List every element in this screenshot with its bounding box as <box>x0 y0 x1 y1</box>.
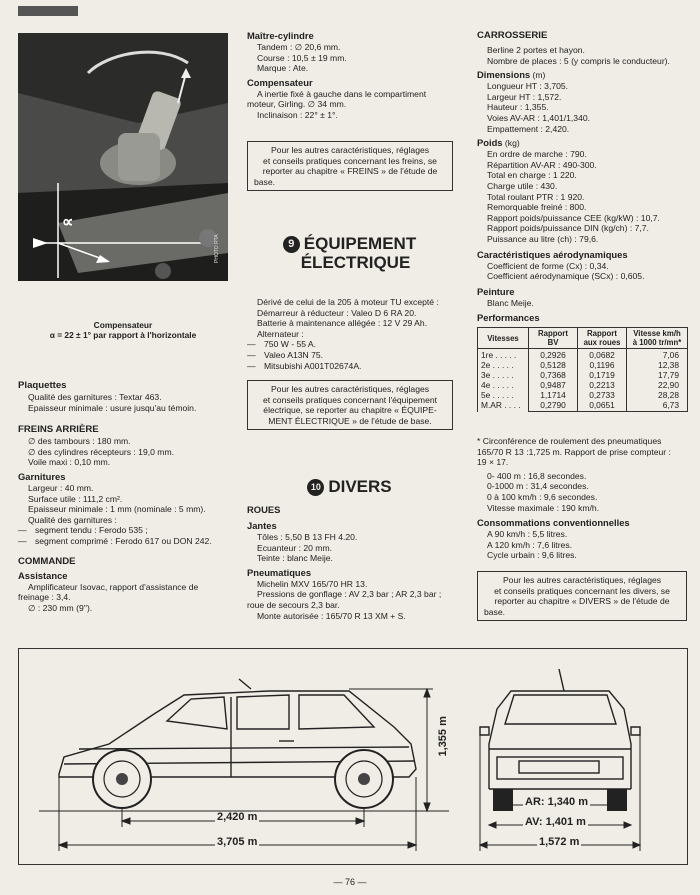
poids-line: En ordre de marche : 790. <box>487 149 587 160</box>
cell-text: 4e . . . . . <box>481 380 514 391</box>
commande-title: COMMANDE <box>18 555 76 567</box>
note-line: Pour les autres caractéristiques, réglages <box>270 145 430 155</box>
accel-line: 0-1000 m : 31,4 secondes. <box>487 481 589 492</box>
elec-dash-line: — Valeo A13N 75. <box>247 349 324 360</box>
maitre-cylindre-title: Maître-cylindre <box>247 30 314 41</box>
assistance-title: Assistance <box>18 569 68 581</box>
compensateur-title: Compensateur <box>247 76 313 88</box>
elec-line: Alternateur : <box>257 328 304 339</box>
note-line: reporter au chapitre « DIVERS » de l'étude de <box>494 596 670 607</box>
elec-line: Batterie à maintenance allégée : 12 V 29 Ah. <box>257 318 428 329</box>
column-1 <box>18 380 238 613</box>
poids-title: Poids <box>477 137 503 149</box>
poids-line: Remorquable freiné : 800. <box>487 202 587 213</box>
dimensions-unit: (m) <box>532 70 546 81</box>
elec-line: Démarreur à réducteur : Valeo D 6 RA 20. <box>257 307 417 318</box>
garnitures-dash-text: segment tendu : Ferodo 535 ; <box>34 525 148 536</box>
aero-line: Coefficient aérodynamique (SCx) : 0,605. <box>487 271 645 282</box>
conso-line: Cycle urbain : 9,6 litres. <box>487 550 577 561</box>
page-number: — 76 — <box>333 877 367 887</box>
cell-text: 7,06 <box>662 350 679 360</box>
pneu-line: Michelin MXV 165/70 HR 13. <box>257 578 368 589</box>
dimensions-line: Voies AV-AR : 1,401/1,340. <box>487 112 591 123</box>
carrosserie-line: Nombre de places : 5 (y compris le conducteur). <box>487 55 670 66</box>
compensator-photo-illustration <box>18 33 228 281</box>
rear-track-label: AR: 1,340 m <box>525 796 588 808</box>
dimensions-title: Dimensions <box>477 69 531 81</box>
jantes-line: Ecuanteur : 20 mm. <box>257 542 332 553</box>
roues-title: ROUES <box>247 504 281 515</box>
cell-text: 0,1719 <box>589 370 615 380</box>
pneu-line: roue de secours 2,3 bar. <box>247 599 340 610</box>
electrique-block <box>247 297 462 371</box>
table-row <box>478 349 688 412</box>
section-10-heading <box>247 477 452 496</box>
table-cell <box>578 349 627 412</box>
note-line: électrique, se reporter au chapitre « ÉQUIPE- <box>263 405 437 416</box>
note-line: et conseils pratiques concernant les divers, se <box>494 585 670 596</box>
note-line: Pour les autres caractéristiques, réglages <box>270 384 430 394</box>
photo-credit: PHOTO RTA <box>214 234 220 263</box>
peinture-title: Peinture <box>477 285 515 297</box>
cell-text: 0,7368 <box>540 370 566 380</box>
roues-block <box>247 504 462 621</box>
poids-line: Puissance au litre (ch) : 79,6. <box>487 233 599 244</box>
conso-line: A 120 km/h : 7,6 litres. <box>487 539 573 550</box>
note-text: * Circonférence de roulement des pneumatiques <box>477 436 662 446</box>
conso-title: Consommations conventionnelles <box>477 517 630 529</box>
cell-text: 0,1196 <box>589 360 615 370</box>
poids-line: Répartition AV-AR : 490-300. <box>487 159 597 170</box>
caption-text: α = 22 ± 1° par rapport à l'horizontale <box>49 330 197 340</box>
performances-title: Performances <box>477 312 540 324</box>
conso-line: A 90 km/h : 5,5 litres. <box>487 529 568 540</box>
cell-text: 0,2733 <box>589 390 615 400</box>
header-strip <box>0 0 700 22</box>
cell-text: 0,2926 <box>540 350 566 360</box>
accel-line: 0- 400 m : 16,8 secondes. <box>487 470 587 481</box>
cell-text: 0,0651 <box>589 400 615 410</box>
garnitures-line: Epaisseur minimale : 1 mm (nominale : 5 mm). <box>28 504 206 515</box>
poids-line: Total roulant PTR : 1 920. <box>487 191 585 202</box>
cell-text: 0,0682 <box>589 350 615 360</box>
poids-line: Charge utile : 430. <box>487 180 558 191</box>
table-header-row <box>478 328 688 349</box>
freins-arriere-title: FREINS ARRIÈRE <box>18 424 99 436</box>
section-9-heading <box>247 234 452 272</box>
poids-line: Rapport poids/puissance DIN (kg/ch) : 7,7. <box>487 223 649 234</box>
garnitures-title: Garnitures <box>18 470 66 482</box>
dimensions-line: Hauteur : 1,355. <box>487 102 549 113</box>
jantes-line: Tôles : 5,50 B 13 FH 4.20. <box>257 532 358 542</box>
note-line: base. <box>484 606 506 617</box>
elec-dash-line: — 750 W - 55 A. <box>247 339 317 350</box>
cell-text: 17,79 <box>658 370 679 380</box>
garnitures-dash-text: segment comprimé : Ferodo 617 ou DON 242. <box>34 535 212 546</box>
poids-heading <box>477 137 689 149</box>
garnitures-dash-line: — segment tendu : Ferodo 535 ; <box>18 525 148 536</box>
carrosserie-line: Berline 2 portes et hayon. <box>487 45 585 55</box>
accel-line: Vitesse maximale : 190 km/h. <box>487 502 600 513</box>
cell-text: 1,1714 <box>540 390 566 400</box>
performances-table <box>477 327 688 412</box>
plaquettes-line: Qualité des garnitures : Textar 463. <box>28 392 162 402</box>
cell-text: M.AR . . . . <box>481 400 521 411</box>
cell-text: 0,5128 <box>540 360 566 370</box>
note-box-electrique <box>247 380 453 430</box>
length-label: 3,705 m <box>217 836 258 848</box>
note-line: reporter au chapitre « FREINS » de l'étude de <box>262 166 438 177</box>
alpha-label: ∝ <box>62 214 74 231</box>
poids-line: Rapport poids/puissance CEE (kg/kW) : 10,7. <box>487 212 660 223</box>
jantes-title: Jantes <box>247 520 277 531</box>
table-header: Vitesses <box>478 328 529 349</box>
elec-dash-text: Valeo A13N 75. <box>263 349 324 360</box>
table-header: Vitesse km/h à 1000 tr/mn* <box>627 328 688 349</box>
jantes-line: Teinte : blanc Meije. <box>257 553 333 564</box>
table-header: Rapport aux roues <box>578 328 627 349</box>
table-cell <box>627 349 688 412</box>
note-box-divers <box>477 571 687 621</box>
cell-text: 28,28 <box>658 390 679 400</box>
garnitures-line: Qualité des garnitures : <box>28 514 117 525</box>
photo-caption <box>18 320 228 340</box>
note-box-freins <box>247 141 453 191</box>
section-title: ÉLECTRIQUE <box>300 253 411 273</box>
compensateur-line: Inclinaison : 22° ± 1°. <box>257 109 338 120</box>
freins-arriere-line: Voile maxi : 0,10 mm. <box>28 457 111 468</box>
garnitures-line: Surface utile : 111,2 cm². <box>28 493 123 504</box>
dimensions-line: Empattement : 2,420. <box>487 123 570 134</box>
compensateur-line: moteur, Girling. ∅ 34 mm. <box>247 99 347 110</box>
note-line: base. <box>254 176 276 187</box>
section-number-badge: 9 <box>283 236 300 253</box>
note-text: 165/70 R 13 :1,725 m. Rapport de prise compteur : <box>477 446 671 457</box>
table-header: Rapport BV <box>529 328 578 349</box>
cell-text: 12,38 <box>658 360 679 370</box>
dimensions-line: Longueur HT : 3,705. <box>487 81 569 92</box>
cell-text: 6,73 <box>662 400 679 410</box>
height-label: 1,355 m <box>436 716 449 757</box>
header-logo-bar <box>18 6 78 16</box>
plaquettes-title: Plaquettes <box>18 380 67 391</box>
width-label: 1,572 m <box>539 836 580 848</box>
compensator-photo <box>18 33 228 281</box>
note-text: 19 × 17. <box>477 457 509 468</box>
elec-dash-text: Mitsubishi A001T02674A. <box>263 360 362 371</box>
pneu-line: Pressions de gonflage : AV 2,3 bar ; AR 2,3 bar ; <box>257 589 442 600</box>
accel-line: 0 à 100 km/h : 9,6 secondes. <box>487 491 598 502</box>
freins-arriere-line: ∅ des cylindres récepteurs : 19,0 mm. <box>28 446 174 457</box>
section-title: ÉQUIPEMENT <box>303 234 417 253</box>
table-cell <box>478 349 529 412</box>
cell-text: 0,2790 <box>540 400 566 410</box>
maitre-line: Marque : Ate. <box>257 63 309 74</box>
column-3 <box>477 30 689 324</box>
commande-line: ∅ : 230 mm (9''). <box>28 602 93 613</box>
wheelbase-label: 2,420 m <box>217 811 258 823</box>
section-title: DIVERS <box>328 477 392 496</box>
front-view-car <box>480 669 640 789</box>
note-line: et conseils pratiques concernant les freins, se <box>263 155 437 166</box>
note-line: et conseils pratiques concernant l'équipement <box>262 394 438 405</box>
cell-text: 0,9487 <box>540 380 566 390</box>
cell-text: 0,2213 <box>589 380 615 390</box>
plaquettes-line: Epaisseur minimale : usure jusqu'au témoin. <box>28 402 197 413</box>
cell-text: 1re . . . . . <box>481 350 517 361</box>
pneu-line: Monte autorisée : 165/70 R 13 XM + S. <box>257 610 406 621</box>
compensateur-line: A inertie fixé à gauche dans le compartiment <box>257 88 427 99</box>
column-2 <box>247 30 462 121</box>
front-track-label: AV: 1,401 m <box>525 816 586 828</box>
cell-text: 3e . . . . . <box>481 370 514 381</box>
garnitures-dash-line: — segment comprimé : Ferodo 617 ou DON 242. <box>18 535 212 546</box>
elec-dash-text: 750 W - 55 A. <box>263 339 317 350</box>
dimensions-heading <box>477 69 689 81</box>
cell-text: 22,90 <box>658 380 679 390</box>
section-number-badge: 10 <box>307 479 324 496</box>
peinture-line: Blanc Meije. <box>487 297 534 308</box>
dimensions-line: Largeur HT : 1,572. <box>487 91 562 102</box>
pneumatiques-title: Pneumatiques <box>247 566 312 578</box>
car-dimensions-drawing <box>18 648 688 865</box>
commande-line: freinage : 3,4. <box>18 592 71 603</box>
performances-table-wrap <box>477 327 688 412</box>
caption-title: Compensateur <box>93 320 153 330</box>
carrosserie-title: CARROSSERIE <box>477 30 548 41</box>
side-view-wheels <box>93 750 393 808</box>
maitre-line: Tandem : ∅ 20,6 mm. <box>257 42 341 52</box>
commande-line: Amplificateur Isovac, rapport d'assistance de <box>28 581 199 592</box>
maitre-line: Course : 10,5 ± 19 mm. <box>257 52 347 63</box>
cell-text: 5e . . . . . <box>481 390 514 401</box>
car-outline-svg <box>19 649 687 864</box>
note-line: Pour les autres caractéristiques, réglages <box>502 575 662 585</box>
aero-line: Coefficient de forme (Cx) : 0,34. <box>487 260 609 271</box>
table-cell <box>529 349 578 412</box>
aero-title: Caractéristiques aérodynamiques <box>477 248 628 260</box>
cell-text: 2e . . . . . <box>481 360 514 371</box>
freins-arriere-line: ∅ des tambours : 180 mm. <box>28 436 131 447</box>
elec-dash-line: — Mitsubishi A001T02674A. <box>247 360 362 371</box>
elec-line: Dérivé de celui de la 205 à moteur TU excepté : <box>257 297 439 307</box>
garnitures-line: Largeur : 40 mm. <box>28 482 94 493</box>
poids-line: Total en charge : 1 220. <box>487 170 577 181</box>
poids-unit: (kg) <box>504 138 520 149</box>
performances-notes <box>477 436 689 561</box>
note-line: MENT ÉLECTRIQUE » de l'étude de base. <box>268 415 432 426</box>
